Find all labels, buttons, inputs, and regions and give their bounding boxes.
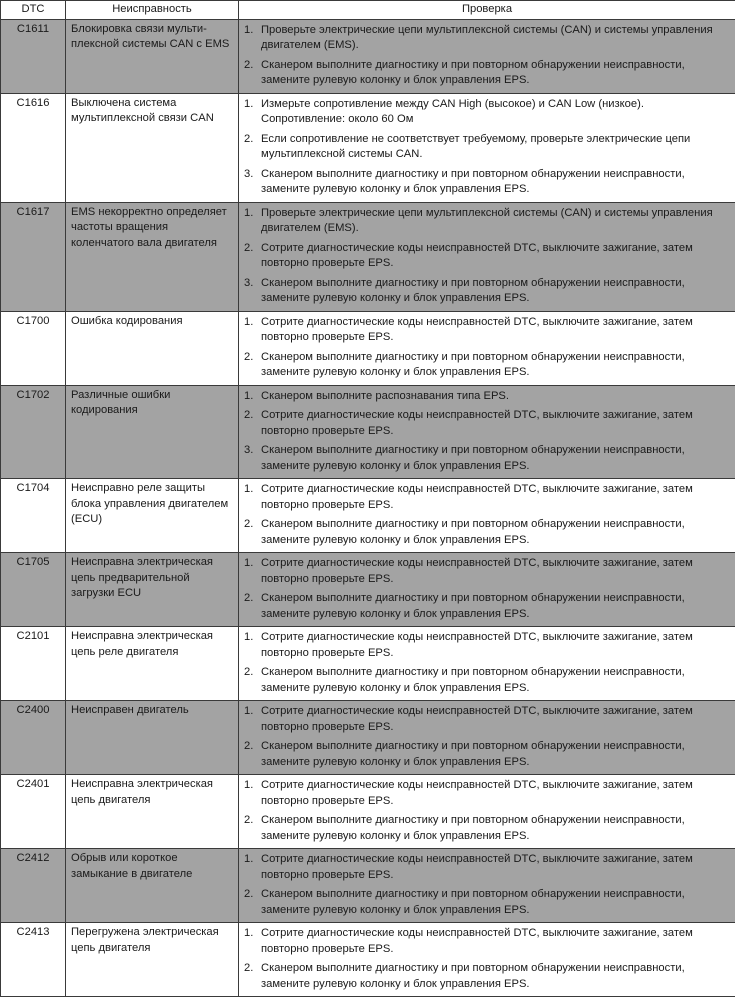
check-procedure (239, 553, 735, 627)
dtc-code: C1611 (1, 19, 66, 93)
header-fault: Неисправность (66, 1, 239, 20)
step-text: Сканером выполните диагностику и при повторном обнаружении неисправности, замените рулевую колонку и блок управления EPS. (261, 592, 685, 620)
step-text: Сотрите диагностические коды неисправностей DTC, выключите зажигание, затем повторно проверьте EPS. (261, 705, 693, 733)
step-number: 1. (244, 778, 253, 794)
fault-description: Обрыв или короткое замыкание в двигателе (66, 849, 239, 923)
check-step (244, 961, 730, 992)
check-procedure (239, 311, 735, 385)
table-row (1, 627, 735, 701)
dtc-code: C1616 (1, 93, 66, 202)
step-text: Если сопротивление не соответствует требуемому, проверьте электрические цепи мультиплексной системы CAN. (261, 133, 690, 161)
step-number: 2. (244, 813, 253, 829)
check-step (244, 23, 730, 54)
table-row (1, 385, 735, 479)
step-number: 2. (244, 241, 253, 257)
check-procedure (239, 479, 735, 553)
check-procedure (239, 385, 735, 479)
check-steps-list (244, 23, 730, 89)
step-text: Сотрите диагностические коды неисправностей DTC, выключите зажигание, затем повторно проверьте EPS. (261, 853, 693, 881)
step-text: Сканером выполните диагностику и при повторном обнаружении неисправности, замените рулевую колонку и блок управления EPS. (261, 814, 685, 842)
table-row (1, 202, 735, 311)
step-text: Сканером выполните диагностику и при повторном обнаружении неисправности, замените рулевую колонку и блок управления EPS. (261, 444, 685, 472)
step-text: Сканером выполните диагностику и при повторном обнаружении неисправности, замените рулевую колонку и блок управления EPS. (261, 518, 685, 546)
step-text: Сканером выполните диагностику и при повторном обнаружении неисправности, замените рулевую колонку и блок управления EPS. (261, 888, 685, 916)
step-number: 1. (244, 852, 253, 868)
step-number: 2. (244, 961, 253, 977)
step-number: 2. (244, 408, 253, 424)
table-header-row (1, 1, 735, 20)
step-text: Сотрите диагностические коды неисправностей DTC, выключите зажигание, затем повторно проверьте EPS. (261, 631, 693, 659)
check-step (244, 665, 730, 696)
step-text: Сканером выполните диагностику и при повторном обнаружении неисправности, замените рулевую колонку и блок управления EPS. (261, 59, 685, 87)
fault-description: Неисправно реле защиты блока управления двигателем (ECU) (66, 479, 239, 553)
step-text: Сотрите диагностические коды неисправностей DTC, выключите зажигание, затем повторно проверьте EPS. (261, 242, 693, 270)
step-text: Сканером выполните диагностику и при повторном обнаружении неисправности, замените рулевую колонку и блок управления EPS. (261, 168, 685, 196)
step-text: Сканером выполните диагностику и при повторном обнаружении неисправности, замените рулевую колонку и блок управления EPS. (261, 351, 685, 379)
step-number: 3. (244, 276, 253, 292)
step-text: Сканером выполните диагностику и при повторном обнаружении неисправности, замените рулевую колонку и блок управления EPS. (261, 666, 685, 694)
step-text: Сканером выполните распознавания типа EPS. (261, 390, 509, 402)
step-number: 1. (244, 630, 253, 646)
step-number: 1. (244, 482, 253, 498)
check-steps-list (244, 315, 730, 381)
step-number: 1. (244, 97, 253, 113)
fault-description: Выключена система мультиплексной связи CAN (66, 93, 239, 202)
check-steps-list (244, 852, 730, 918)
check-steps-list (244, 97, 730, 198)
step-number: 2. (244, 739, 253, 755)
check-procedure (239, 202, 735, 311)
step-number: 1. (244, 389, 253, 405)
step-text: Сотрите диагностические коды неисправностей DTC, выключите зажигание, затем повторно проверьте EPS. (261, 483, 693, 511)
check-procedure (239, 19, 735, 93)
dtc-code: C1702 (1, 385, 66, 479)
step-text: Сканером выполните диагностику и при повторном обнаружении неисправности, замените рулевую колонку и блок управления EPS. (261, 962, 685, 990)
check-procedure (239, 923, 735, 997)
dtc-code: C2101 (1, 627, 66, 701)
table-row (1, 93, 735, 202)
check-steps-list (244, 778, 730, 844)
check-step (244, 241, 730, 272)
step-text: Сканером выполните диагностику и при повторном обнаружении неисправности, замените рулевую колонку и блок управления EPS. (261, 740, 685, 768)
check-step (244, 852, 730, 883)
step-text: Сканером выполните диагностику и при повторном обнаружении неисправности, замените рулевую колонку и блок управления EPS. (261, 277, 685, 305)
check-steps-list (244, 482, 730, 548)
check-step (244, 887, 730, 918)
step-number: 1. (244, 556, 253, 572)
step-number: 2. (244, 58, 253, 74)
table-body (1, 19, 735, 997)
check-step (244, 704, 730, 735)
step-text: Проверьте электрические цепи мультиплексной системы (CAN) и системы управления двигателем (EMS). (261, 207, 713, 235)
check-step (244, 556, 730, 587)
check-step (244, 167, 730, 198)
header-code: DTC (1, 1, 66, 20)
table-row (1, 923, 735, 997)
fault-description: Блокировка связи мульти-плексной системы CAN с EMS (66, 19, 239, 93)
check-step (244, 517, 730, 548)
check-procedure (239, 627, 735, 701)
check-step (244, 206, 730, 237)
dtc-code: C1705 (1, 553, 66, 627)
fault-description: Различные ошибки кодирования (66, 385, 239, 479)
table-row (1, 311, 735, 385)
step-number: 2. (244, 887, 253, 903)
check-step (244, 443, 730, 474)
check-step (244, 132, 730, 163)
table-row (1, 19, 735, 93)
fault-description: Неисправна электрическая цепь предварительной загрузки ECU (66, 553, 239, 627)
check-procedure (239, 775, 735, 849)
check-step (244, 97, 730, 128)
dtc-code: C2401 (1, 775, 66, 849)
fault-description: Перегружена электрическая цепь двигателя (66, 923, 239, 997)
dtc-code: C1700 (1, 311, 66, 385)
step-number: 2. (244, 665, 253, 681)
table-row (1, 553, 735, 627)
check-step (244, 778, 730, 809)
table-row (1, 479, 735, 553)
fault-description: Неисправен двигатель (66, 701, 239, 775)
step-number: 2. (244, 132, 253, 148)
check-step (244, 276, 730, 307)
check-steps-list (244, 630, 730, 696)
dtc-code: C2412 (1, 849, 66, 923)
step-text: Сотрите диагностические коды неисправностей DTC, выключите зажигание, затем повторно проверьте EPS. (261, 557, 693, 585)
dtc-code: C2413 (1, 923, 66, 997)
check-step (244, 630, 730, 661)
check-step (244, 482, 730, 513)
dtc-code: C2400 (1, 701, 66, 775)
step-number: 2. (244, 350, 253, 366)
fault-description: Неисправна электрическая цепь двигателя (66, 775, 239, 849)
header-check: Проверка (239, 1, 735, 20)
step-text: Сотрите диагностические коды неисправностей DTC, выключите зажигание, затем повторно проверьте EPS. (261, 409, 693, 437)
step-number: 1. (244, 315, 253, 331)
fault-description: EMS некорректно определяет частоты вращения коленчатого вала двигателя (66, 202, 239, 311)
check-step (244, 591, 730, 622)
step-text: Проверьте электрические цепи мультиплексной системы (CAN) и системы управления двигателем (EMS). (261, 24, 713, 52)
check-steps-list (244, 206, 730, 307)
check-steps-list (244, 556, 730, 622)
step-number: 3. (244, 167, 253, 183)
dtc-code: C1704 (1, 479, 66, 553)
check-step (244, 58, 730, 89)
step-text: Сотрите диагностические коды неисправностей DTC, выключите зажигание, затем повторно проверьте EPS. (261, 316, 693, 344)
check-step (244, 926, 730, 957)
check-steps-list (244, 389, 730, 475)
step-number: 2. (244, 517, 253, 533)
table-row (1, 849, 735, 923)
check-procedure (239, 701, 735, 775)
check-step (244, 739, 730, 770)
dtc-code: C1617 (1, 202, 66, 311)
check-step (244, 813, 730, 844)
check-procedure (239, 93, 735, 202)
check-steps-list (244, 926, 730, 992)
check-steps-list (244, 704, 730, 770)
step-number: 1. (244, 206, 253, 222)
fault-description: Неисправна электрическая цепь реле двигателя (66, 627, 239, 701)
table-row (1, 775, 735, 849)
step-number: 1. (244, 926, 253, 942)
fault-description: Ошибка кодирования (66, 311, 239, 385)
check-step (244, 408, 730, 439)
step-number: 1. (244, 23, 253, 39)
table-row (1, 701, 735, 775)
check-procedure (239, 849, 735, 923)
check-step (244, 350, 730, 381)
check-step (244, 315, 730, 346)
step-number: 1. (244, 704, 253, 720)
step-number: 3. (244, 443, 253, 459)
step-text: Сотрите диагностические коды неисправностей DTC, выключите зажигание, затем повторно проверьте EPS. (261, 779, 693, 807)
step-number: 2. (244, 591, 253, 607)
check-step (244, 389, 730, 405)
step-note: Сопротивление: около 60 Ом (261, 112, 730, 128)
step-text: Сотрите диагностические коды неисправностей DTC, выключите зажигание, затем повторно проверьте EPS. (261, 927, 693, 955)
step-text: Измерьте сопротивление между CAN High (высокое) и CAN Low (низкое). (261, 98, 644, 110)
